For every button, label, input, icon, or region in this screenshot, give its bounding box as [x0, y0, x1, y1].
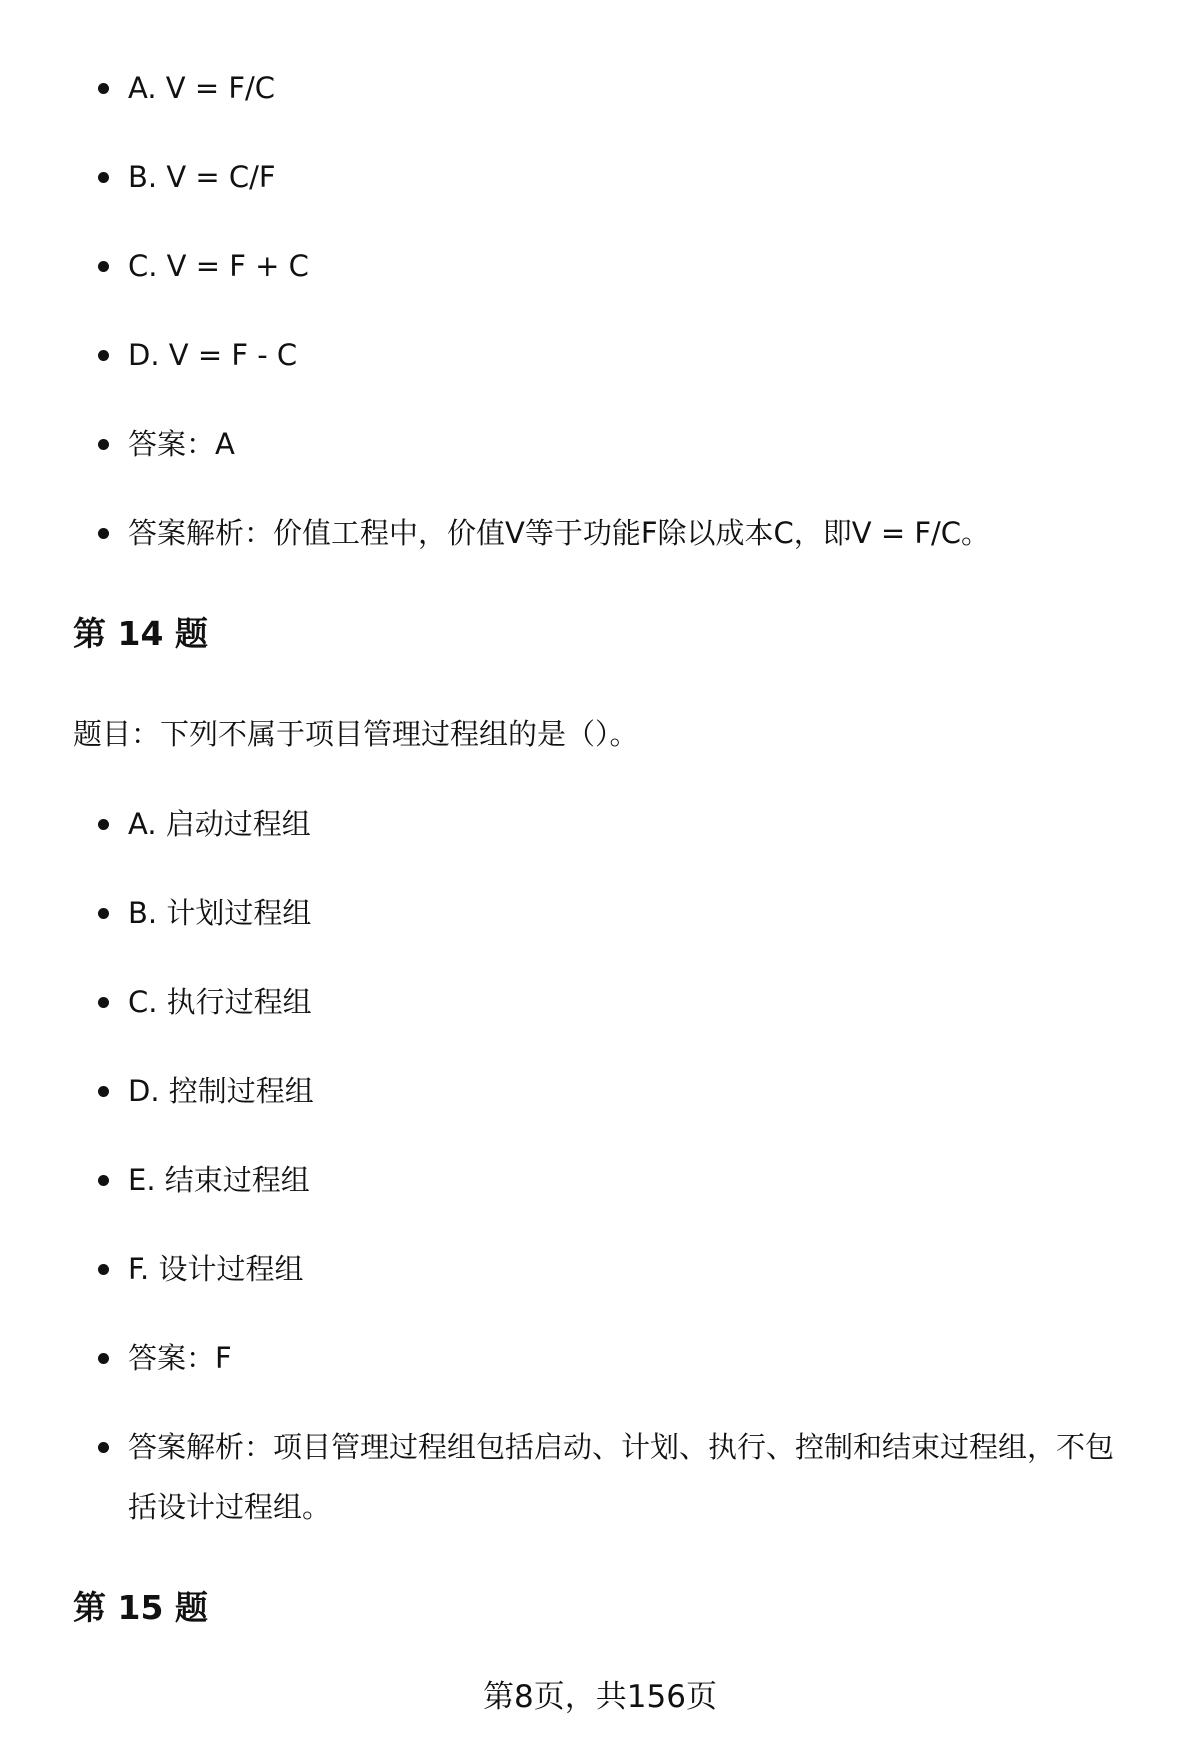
- q13-option-list: [0, 58, 1200, 592]
- bullet-icon: [98, 350, 109, 361]
- bullet-icon: [98, 528, 109, 539]
- q14-option-e: [0, 1150, 1200, 1210]
- q14-heading: 第 14 题: [73, 614, 208, 653]
- explanation-text: 答案解析：项目管理过程组包括启动、计划、执行、控制和结束过程组，不包括设计过程组。: [128, 1430, 1115, 1524]
- q14-answer: [0, 1328, 1200, 1388]
- bullet-icon: [98, 1264, 109, 1275]
- bullet-icon: [98, 439, 109, 450]
- option-text: A. V = F/C: [128, 71, 276, 105]
- q14-option-a: [0, 794, 1200, 854]
- bullet-icon: [98, 908, 109, 919]
- option-text: C. 执行过程组: [128, 985, 312, 1019]
- q13-option-a: [0, 58, 1200, 118]
- option-text: B. 计划过程组: [128, 896, 312, 930]
- answer-text: 答案：A: [128, 427, 235, 461]
- q13-explanation: [0, 503, 1200, 563]
- option-text: C. V = F + C: [128, 249, 309, 283]
- q14-option-b: [0, 883, 1200, 943]
- bullet-icon: [98, 1442, 109, 1453]
- bullet-icon: [98, 997, 109, 1008]
- option-text: A. 启动过程组: [128, 807, 311, 841]
- bullet-icon: [98, 83, 109, 94]
- explanation-text: 答案解析：价值工程中，价值V等于功能F除以成本C，即V = F/C。: [128, 516, 991, 550]
- q14-option-f: [0, 1239, 1200, 1299]
- q14-option-list: [0, 794, 1200, 1566]
- option-text: D. V = F - C: [128, 338, 298, 372]
- q14-option-d: [0, 1061, 1200, 1121]
- option-text: D. 控制过程组: [128, 1074, 314, 1108]
- q13-option-d: [0, 325, 1200, 385]
- q15-heading: 第 15 题: [73, 1588, 208, 1627]
- bullet-icon: [98, 1353, 109, 1364]
- q14-option-c: [0, 972, 1200, 1032]
- option-text: E. 结束过程组: [128, 1163, 310, 1197]
- q13-answer: [0, 414, 1200, 474]
- answer-text: 答案：F: [128, 1341, 232, 1375]
- q13-option-c: [0, 236, 1200, 296]
- option-text: F. 设计过程组: [128, 1252, 304, 1286]
- bullet-icon: [98, 1175, 109, 1186]
- q13-option-b: [0, 147, 1200, 207]
- page-footer: 第8页，共156页: [483, 1679, 717, 1715]
- bullet-icon: [98, 172, 109, 183]
- q14-explanation: [0, 1417, 1200, 1537]
- q14-stem: 题目：下列不属于项目管理过程组的是（）。: [73, 717, 639, 751]
- bullet-icon: [98, 819, 109, 830]
- bullet-icon: [98, 261, 109, 272]
- bullet-icon: [98, 1086, 109, 1097]
- option-text: B. V = C/F: [128, 160, 276, 194]
